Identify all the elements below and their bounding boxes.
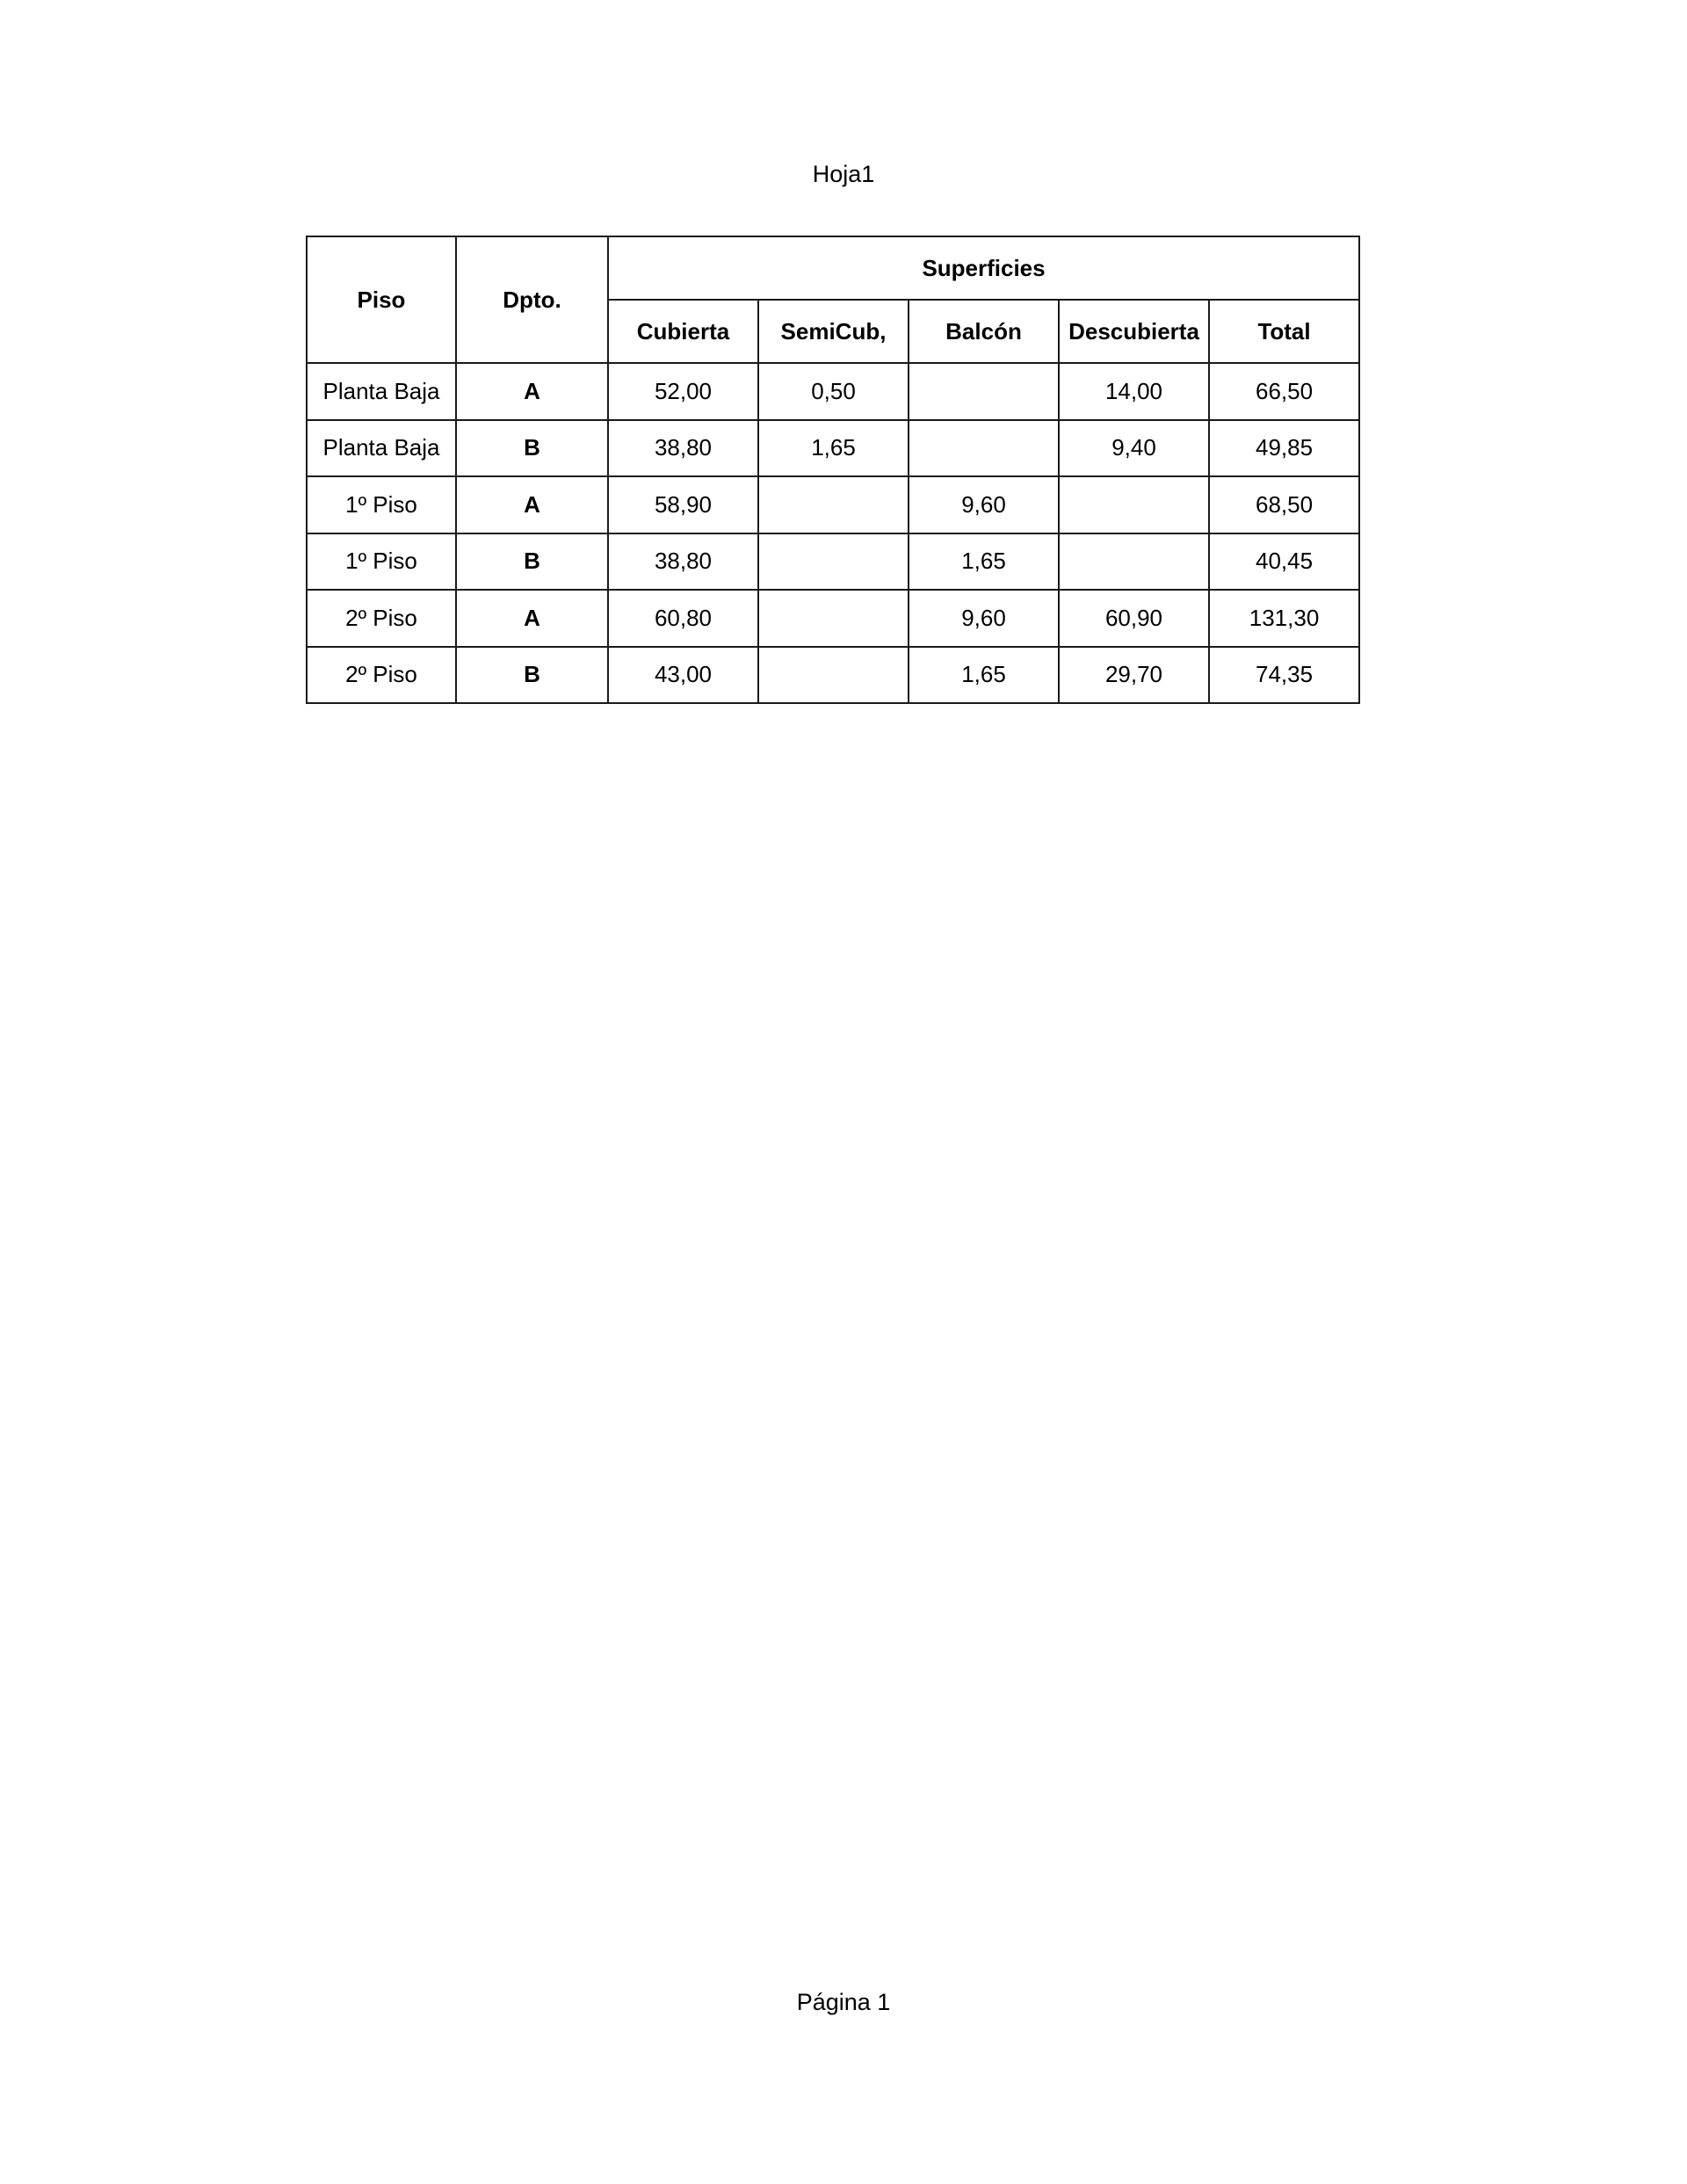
- cell-piso: 1º Piso: [307, 476, 456, 533]
- table-header-row: [307, 236, 1359, 300]
- cell-piso: Planta Baja: [307, 420, 456, 477]
- cell-dpto: A: [456, 476, 608, 533]
- cell-total: 40,45: [1209, 533, 1359, 591]
- table-row: [307, 647, 1359, 704]
- cell-cubierta: 52,00: [608, 363, 758, 420]
- cell-piso: Planta Baja: [307, 363, 456, 420]
- table-row: [307, 476, 1359, 533]
- cell-balcon: 9,60: [909, 590, 1059, 647]
- cell-piso: 1º Piso: [307, 533, 456, 591]
- cell-dpto: A: [456, 363, 608, 420]
- header-dpto: Dpto.: [456, 236, 608, 363]
- cell-piso: 2º Piso: [307, 647, 456, 704]
- cell-semicub: 0,50: [758, 363, 909, 420]
- table-row: [307, 363, 1359, 420]
- header-semicub: SemiCub,: [758, 300, 909, 363]
- cell-semicub: [758, 590, 909, 647]
- superficies-table: [306, 236, 1360, 704]
- cell-balcon: 1,65: [909, 647, 1059, 704]
- cell-total: 49,85: [1209, 420, 1359, 477]
- cell-balcon: [909, 420, 1059, 477]
- cell-total: 68,50: [1209, 476, 1359, 533]
- cell-cubierta: 58,90: [608, 476, 758, 533]
- table-row: [307, 590, 1359, 647]
- cell-semicub: 1,65: [758, 420, 909, 477]
- cell-descubierta: [1059, 476, 1209, 533]
- cell-balcon: 1,65: [909, 533, 1059, 591]
- cell-balcon: [909, 363, 1059, 420]
- page-footer: Página 1: [796, 1989, 891, 2015]
- cell-cubierta: 43,00: [608, 647, 758, 704]
- cell-descubierta: 29,70: [1059, 647, 1209, 704]
- cell-balcon: 9,60: [909, 476, 1059, 533]
- header-cubierta: Cubierta: [608, 300, 758, 363]
- cell-cubierta: 38,80: [608, 533, 758, 591]
- header-total: Total: [1209, 300, 1359, 363]
- cell-dpto: A: [456, 590, 608, 647]
- cell-piso: 2º Piso: [307, 590, 456, 647]
- page-header: Hoja1: [812, 161, 875, 187]
- cell-dpto: B: [456, 533, 608, 591]
- cell-semicub: [758, 533, 909, 591]
- cell-descubierta: 9,40: [1059, 420, 1209, 477]
- header-balcon: Balcón: [909, 300, 1059, 363]
- cell-descubierta: 14,00: [1059, 363, 1209, 420]
- cell-total: 66,50: [1209, 363, 1359, 420]
- table-row: [307, 420, 1359, 477]
- cell-total: 74,35: [1209, 647, 1359, 704]
- cell-semicub: [758, 476, 909, 533]
- cell-total: 131,30: [1209, 590, 1359, 647]
- cell-cubierta: 38,80: [608, 420, 758, 477]
- cell-semicub: [758, 647, 909, 704]
- table-row: [307, 533, 1359, 591]
- cell-cubierta: 60,80: [608, 590, 758, 647]
- header-descubierta: Descubierta: [1059, 300, 1209, 363]
- header-superficies: Superficies: [608, 236, 1359, 300]
- cell-dpto: B: [456, 420, 608, 477]
- header-piso: Piso: [307, 236, 456, 363]
- cell-descubierta: 60,90: [1059, 590, 1209, 647]
- cell-descubierta: [1059, 533, 1209, 591]
- cell-dpto: B: [456, 647, 608, 704]
